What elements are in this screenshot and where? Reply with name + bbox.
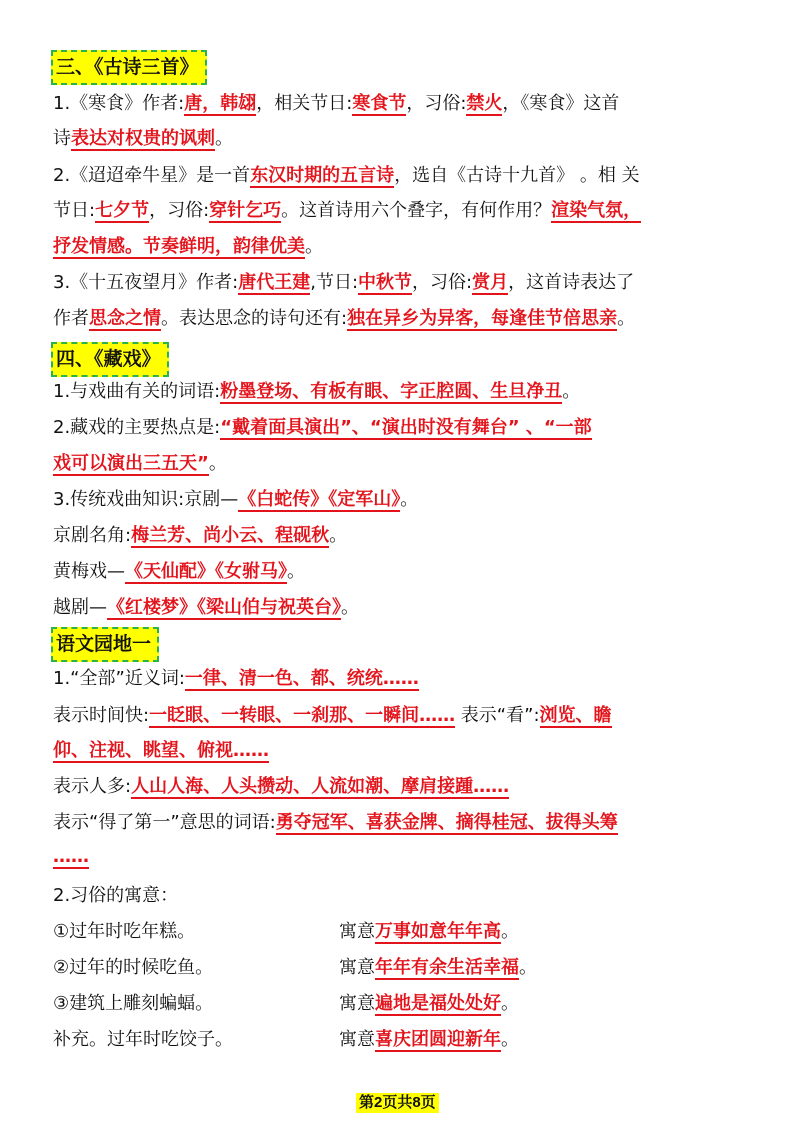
custom-text: ②过年的时候吃鱼。 bbox=[53, 957, 214, 978]
text-line bbox=[53, 305, 743, 333]
text: 1.与戏曲有关的词语: bbox=[53, 381, 221, 402]
answer: 年年有余生活幸福 bbox=[375, 957, 519, 978]
section-title: 三、《古诗三首》 bbox=[56, 56, 199, 78]
answer: 寒食节 bbox=[352, 93, 407, 114]
custom-meaning bbox=[339, 954, 537, 982]
section-heading-language-garden bbox=[51, 627, 159, 662]
answer: 七夕节 bbox=[95, 200, 150, 221]
text: 寓意 bbox=[339, 921, 375, 942]
text: 。 bbox=[519, 957, 537, 978]
custom-text: ①过年时吃年糕。 bbox=[53, 921, 196, 942]
text: 2.习俗的寓意： bbox=[53, 885, 179, 906]
text: 节日: bbox=[53, 200, 96, 221]
text: 3.传统戏曲知识:京剧— bbox=[53, 489, 239, 510]
section-heading-tibetan-opera bbox=[51, 342, 169, 377]
custom-row bbox=[53, 990, 743, 1018]
text: ，习俗: bbox=[406, 93, 467, 114]
text: 寓意 bbox=[339, 1029, 375, 1050]
answer: 戏可以演出三五天” bbox=[53, 453, 209, 474]
text-line bbox=[53, 414, 743, 442]
text: ，习俗: bbox=[412, 272, 473, 293]
answer: 独在异乡为异客，每逢佳节倍思亲 bbox=[347, 308, 618, 329]
text-line bbox=[53, 125, 743, 153]
text: ，相关节日: bbox=[256, 93, 353, 114]
answer: 东汉时期的五言诗 bbox=[250, 165, 395, 186]
text-line bbox=[53, 486, 743, 514]
text: 。 bbox=[501, 1029, 519, 1050]
text-line bbox=[53, 882, 743, 910]
text: 。表达思念的诗句还有: bbox=[161, 308, 348, 329]
answer: 禁火 bbox=[466, 93, 503, 114]
page-number: 第2页共8页 bbox=[356, 1093, 439, 1113]
text: 。 bbox=[562, 381, 581, 402]
answer: 《天仙配》《女驸马》 bbox=[125, 561, 287, 582]
custom-meaning bbox=[339, 1026, 519, 1054]
answer: 万事如意年年高 bbox=[375, 921, 501, 942]
section-title: 四、《藏戏》 bbox=[56, 348, 161, 370]
answer: 《红楼梦》《梁山伯与祝英台》 bbox=[107, 597, 341, 618]
answer: 赏月 bbox=[472, 272, 509, 293]
text-line bbox=[53, 522, 743, 550]
text: 2.藏戏的主要热点是: bbox=[53, 417, 221, 438]
text: 寓意 bbox=[339, 957, 375, 978]
custom-text: ③建筑上雕刻蝙蝠。 bbox=[53, 993, 214, 1014]
custom-row bbox=[53, 918, 743, 946]
answer: 一眨眼、一转眼、一刹那、一瞬间…… bbox=[149, 705, 456, 726]
custom-meaning bbox=[339, 990, 519, 1018]
text-line bbox=[53, 737, 743, 765]
text-line bbox=[53, 809, 743, 837]
answer: 勇夺冠军、喜获金牌、摘得桂冠、拔得头筹 bbox=[275, 812, 618, 833]
text: 。 bbox=[329, 525, 348, 546]
text: 1.《寒食》作者: bbox=[53, 93, 185, 114]
text-line bbox=[53, 702, 743, 730]
answer: 喜庆团圆迎新年 bbox=[375, 1029, 501, 1050]
text: 。 bbox=[215, 128, 233, 149]
text: ，这首诗表达了 bbox=[508, 272, 635, 293]
text: 寓意 bbox=[339, 993, 375, 1014]
text: 表示“得了第一”意思的词语: bbox=[53, 812, 276, 833]
text: 。 bbox=[305, 236, 323, 257]
text-line bbox=[53, 197, 743, 225]
answer: 一律、清一色、都、统统…… bbox=[184, 668, 419, 689]
text-line bbox=[53, 558, 743, 586]
custom-row bbox=[53, 954, 743, 982]
text: 。 bbox=[341, 597, 359, 618]
text: 黄梅戏— bbox=[53, 561, 125, 582]
section-heading-ancient-poems bbox=[51, 50, 207, 85]
custom-text: 补充。过年时吃饺子。 bbox=[53, 1029, 233, 1050]
answer: 表达对权贵的讽刺 bbox=[71, 128, 215, 149]
text-line bbox=[53, 378, 743, 406]
text-line bbox=[53, 162, 743, 190]
text: 表示时间快: bbox=[53, 705, 150, 726]
text-line bbox=[53, 665, 743, 693]
answer: …… bbox=[53, 846, 89, 867]
text: ,节日: bbox=[310, 272, 359, 293]
answer: 抒发情感。节奏鲜明，韵律优美 bbox=[53, 236, 305, 257]
text: ，选自《古诗十九首》 。相 关 bbox=[394, 165, 640, 186]
text-line bbox=[53, 843, 743, 871]
answer: 穿针乞巧 bbox=[209, 200, 282, 221]
text: 。 bbox=[501, 921, 519, 942]
text-line bbox=[53, 90, 743, 118]
text: 。 bbox=[501, 993, 519, 1014]
text: 诗 bbox=[53, 128, 71, 149]
text: 。 bbox=[400, 489, 419, 510]
text-line bbox=[53, 269, 743, 297]
text: ，《寒食》这首 bbox=[502, 93, 620, 114]
text-line bbox=[53, 233, 743, 261]
text-line bbox=[53, 450, 743, 478]
answer: 遍地是福处处好 bbox=[375, 993, 501, 1014]
answer: 梅兰芳、尚小云、程砚秋 bbox=[131, 525, 330, 546]
text: 。 bbox=[287, 561, 305, 582]
custom-row bbox=[53, 1026, 743, 1054]
answer: 思念之情 bbox=[89, 308, 161, 329]
text: 1.“全部”近义词: bbox=[53, 668, 185, 689]
text: 作者 bbox=[53, 308, 89, 329]
section-title: 语文园地一 bbox=[56, 633, 152, 655]
text: 。 bbox=[617, 308, 636, 329]
answer: 唐代王建 bbox=[238, 272, 311, 293]
text-line bbox=[53, 594, 743, 622]
text: 表示“看”: bbox=[455, 705, 540, 726]
text: 。 bbox=[208, 453, 227, 474]
text: 2.《迢迢牵牛星》是一首 bbox=[53, 165, 251, 186]
text: 表示人多: bbox=[53, 776, 132, 797]
answer: 浏览、瞻 bbox=[539, 705, 612, 726]
text-line bbox=[53, 773, 743, 801]
text: ，习俗: bbox=[149, 200, 210, 221]
answer: “戴着面具演出”、“演出时没有舞台” 、“一部 bbox=[220, 417, 592, 438]
text: 。这首诗用六个叠字，有何作用？ bbox=[281, 200, 552, 221]
answer: 《白蛇传》《定军山》 bbox=[238, 489, 401, 510]
custom-meaning bbox=[339, 918, 519, 946]
answer: 粉墨登场、有板有眼、字正腔圆、生旦净丑 bbox=[220, 381, 563, 402]
answer: 唐，韩翃 bbox=[184, 93, 257, 114]
text: 京剧名角: bbox=[53, 525, 132, 546]
answer: 人山人海、人头攒动、人流如潮、摩肩接踵…… bbox=[131, 776, 510, 797]
answer: 仰、注视、眺望、俯视…… bbox=[53, 740, 269, 761]
text: 越剧— bbox=[53, 597, 107, 618]
answer: 中秋节 bbox=[358, 272, 413, 293]
text: 3.《十五夜望月》作者: bbox=[53, 272, 239, 293]
answer: 渲染气氛， bbox=[551, 200, 642, 221]
